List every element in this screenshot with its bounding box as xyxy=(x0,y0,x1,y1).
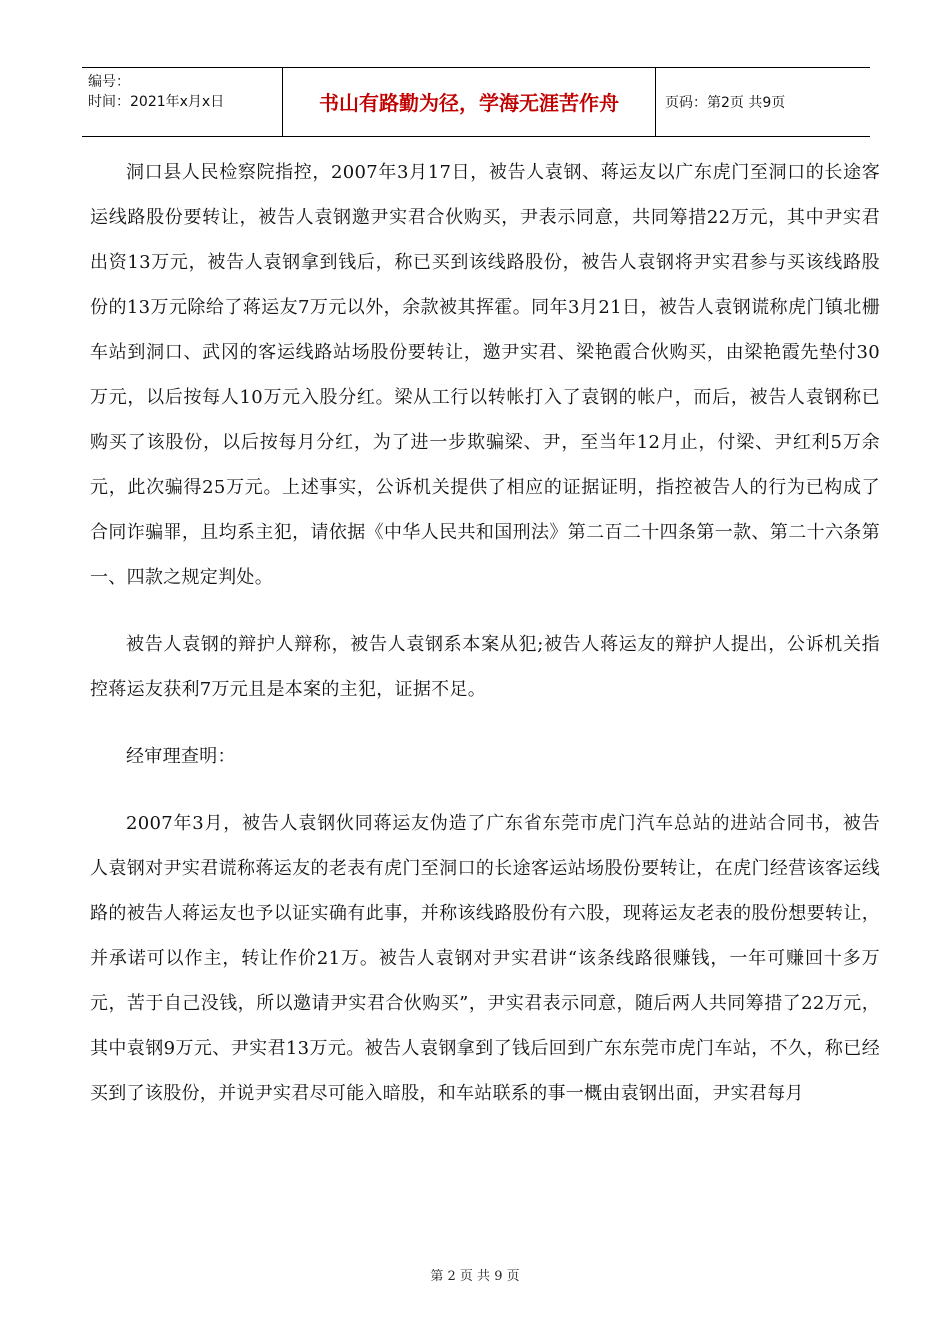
paragraph-findings: 2007年3月，被告人袁钢伙同蒋运友伪造了广东省东莞市虎门汽车总站的进站合同书，被告人袁钢对尹实君谎称蒋运友的老表有虎门至洞口的长途客运站场股份要转让，在虎门经营该客运线路的被告人蒋运友也予以证实确有此事，并称该线路股份有六股，现蒋运友老表的股份想要转让，并承诺可以作主，转让作价21万。被告人袁钢对尹实君讲“该条线路很赚钱，一年可赚回十多万元，苦于自己没钱，所以邀请尹实君合伙购买”，尹实君表示同意，随后两人共同筹措了22万元，其中袁钢9万元、尹实君13万元。被告人袁钢拿到了钱后回到广东东莞市虎门车站，不久，称已经买到了该股份，并说尹实君尽可能入暗股，和车站联系的事一概由袁钢出面，尹实君每月 xyxy=(90,813,880,1104)
paragraph-indictment: 洞口县人民检察院指控，2007年3月17日，被告人袁钢、蒋运友以广东虎门至洞口的长途客运线路股份要转让，被告人袁钢邀尹实君合伙购买，尹表示同意，共同筹措22万元，其中尹实君出资13万元，被告人袁钢拿到钱后，称已买到该线路股份，被告人袁钢将尹实君参与买该线路股份的13万元除给了蒋运友7万元以外，余款被其挥霍。同年3月21日，被告人袁钢谎称虎门镇北栅车站到洞口、武冈的客运线路站场股份要转让，邀尹实君、梁艳霞合伙购买，由梁艳霞先垫付30万元，以后按每人10万元入股分红。梁从工行以转帐打入了袁钢的帐户，而后，被告人袁钢称已购买了该股份，以后按每月分红，为了进一步欺骗梁、尹，至当年12月止，付梁、尹红利5万余元，此次骗得25万元。上述事实，公诉机关提供了相应的证据证明，指控被告人的行为已构成了合同诈骗罪，且均系主犯，请依据《中华人民共和国刑法》第二百二十四条第一款、第二十六条第一、四款之规定判处。 xyxy=(90,162,880,588)
header-motto: 书山有路勤为径，学海无涯苦作舟 xyxy=(283,68,656,136)
header-page-number: 页码：第2页 共9页 xyxy=(665,95,786,111)
document-number-label: 编号： xyxy=(88,74,130,90)
paragraph-findings-heading: 经审理查明： xyxy=(126,746,236,767)
document-body xyxy=(90,150,880,1116)
page-footer: 第 2 页 共 9 页 xyxy=(430,1269,520,1284)
paragraph-defense: 被告人袁钢的辩护人辩称，被告人袁钢系本案从犯;被告人蒋运友的辩护人提出，公诉机关指控蒋运友获利7万元且是本案的主犯，证据不足。 xyxy=(90,634,880,700)
document-time-label: 时间：2021年x月x日 xyxy=(88,94,225,110)
header-info-cell xyxy=(82,68,283,136)
document-header xyxy=(82,67,870,137)
